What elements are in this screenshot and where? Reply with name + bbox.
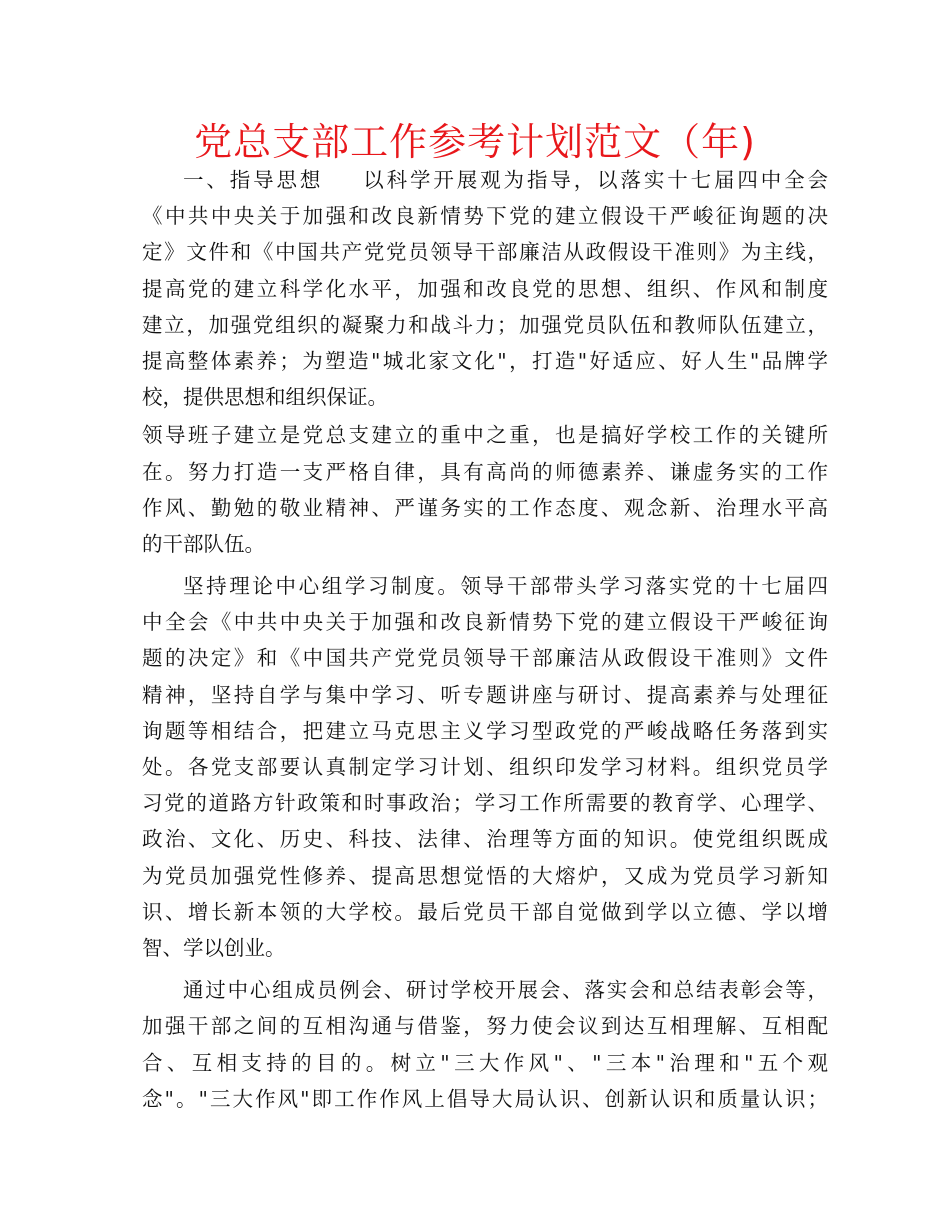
document-title: 党总支部工作参考计划范文（年) [194,120,756,164]
text-line: 处。各党支部要认真制定学习计划、组织印发学习材料。组织党员学 [142,755,828,779]
text-line: 提高整体素养；为塑造"城北家文化"，打造"好适应、好人生"品牌学 [142,348,828,373]
text-line: 念"。"三大作风"即工作作风上倡导大局认识、创新认识和质量认识； [142,1086,828,1111]
text-line: 领导班子建立是党总支建立的重中之重，也是搞好学校工作的关键所 [142,423,828,448]
text-line: 定》文件和《中国共产党党员领导干部廉洁从政假设干准则》为主线， [142,240,828,265]
text-line: 询题等相结合，把建立马克思主义学习型政党的严峻战略任务落到实 [142,718,828,743]
text-line: 以科学开展观为指导，以落实十七届四中全会 [363,168,828,192]
text-line: 的干部队伍。 [142,531,265,556]
section1-heading: 一、指导思想 [183,168,324,192]
text-line: 加强干部之间的互相沟通与借鉴，努力使会议到达互相理解、互相配 [142,1014,828,1039]
section1-first-line [142,162,828,198]
text-line: 合、互相支持的目的。树立"三大作风"、"三本"治理和"五个观 [142,1050,828,1075]
text-line: 题的决定》和《中国共产党党员领导干部廉洁从政假设干准则》文件 [142,646,828,671]
text-line: 坚持理论中心组学习制度。领导干部带头学习落实党的十七届四 [183,574,828,599]
text-line: 在。努力打造一支严格自律，具有高尚的师德素养、谦虚务实的工作 [142,459,828,484]
text-line: 习党的道路方针政策和时事政治；学习工作所需要的教育学、心理学、 [142,791,828,816]
text-line: 《中共中央关于加强和改良新情势下党的建立假设干严峻征询题的决 [142,204,828,229]
text-line: 智、学以创业。 [142,935,286,960]
text-line: 政治、文化、历史、科技、法律、治理等方面的知识。使党组织既成 [142,827,828,852]
text-line: 为党员加强党性修养、提高思想觉悟的大熔炉，又成为党员学习新知 [142,863,828,888]
text-line: 中全会《中共中央关于加强和改良新情势下党的建立假设干严峻征询 [142,610,828,635]
text-line: 建立，加强党组织的凝聚力和战斗力；加强党员队伍和教师队伍建立， [142,312,828,337]
text-line: 提高党的建立科学化水平，加强和改良党的思想、组织、作风和制度 [142,276,828,301]
document-body [142,162,828,1117]
text-line: 识、增长新本领的大学校。最后党员干部自觉做到学以立德、学以增 [142,899,828,924]
text-line: 作风、勤勉的敬业精神、严谨务实的工作态度、观念新、治理水平高 [142,495,828,520]
text-line: 精神，坚持自学与集中学习、听专题讲座与研讨、提高素养与处理征 [142,682,828,707]
text-line: 通过中心组成员例会、研讨学校开展会、落实会和总结表彰会等， [183,978,828,1003]
text-line: 校，提供思想和组织保证。 [142,385,388,410]
